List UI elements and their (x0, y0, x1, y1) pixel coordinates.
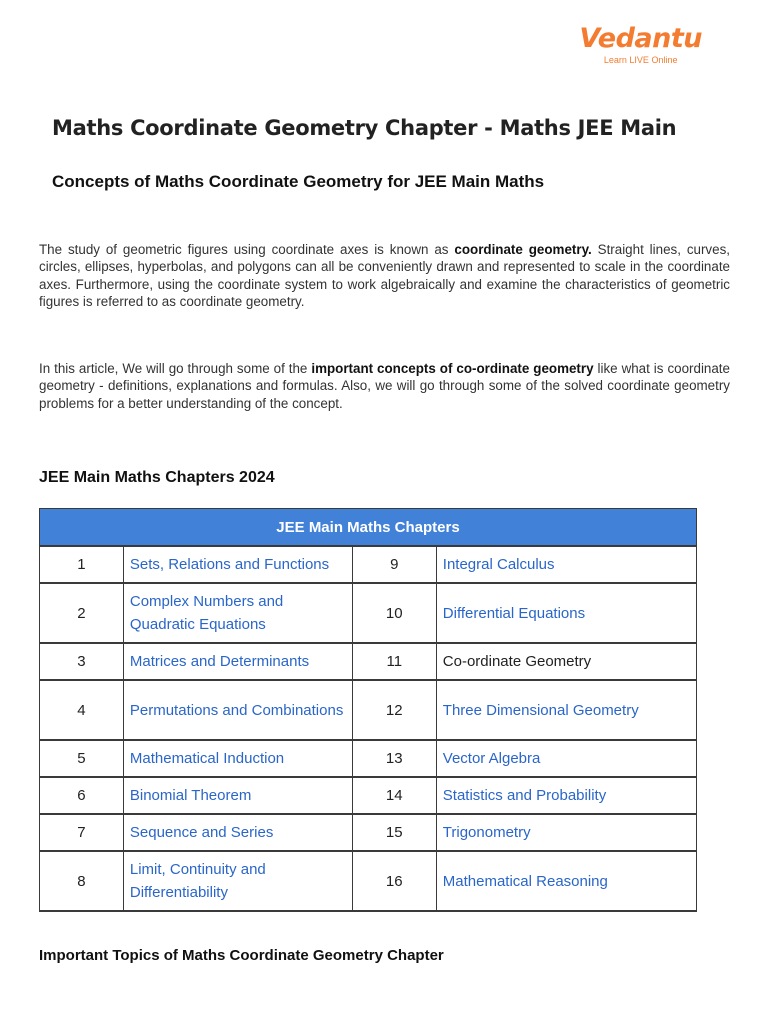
important-topics-heading: Important Topics of Maths Coordinate Geometry Chapter (39, 947, 444, 964)
chapter-link-sets-relations-functions[interactable]: Sets, Relations and Functions (123, 546, 352, 583)
chapter-link-mathematical-reasoning[interactable]: Mathematical Reasoning (436, 851, 696, 911)
table-row (40, 680, 697, 740)
chapter-link-matrices-determinants[interactable]: Matrices and Determinants (123, 643, 352, 680)
table-row (40, 851, 697, 911)
chapter-link-sequence-series[interactable]: Sequence and Series (123, 814, 352, 851)
chapter-link-statistics-probability[interactable]: Statistics and Probability (436, 777, 696, 814)
chapter-number: 15 (352, 814, 436, 851)
page-title: Maths Coordinate Geometry Chapter - Maths JEE Main (52, 116, 677, 140)
chapter-link-integral-calculus[interactable]: Integral Calculus (436, 546, 696, 583)
logo-wordmark: Vedantu (579, 23, 702, 54)
chapter-number: 3 (40, 643, 124, 680)
logo-tagline: Learn LIVE Online (603, 55, 678, 65)
chapter-number: 2 (40, 583, 124, 643)
article-bold-term: important concepts of co-ordinate geometry (311, 361, 594, 376)
chapter-number: 8 (40, 851, 124, 911)
chapters-table (39, 508, 697, 912)
chapter-number: 12 (352, 680, 436, 740)
chapter-number: 5 (40, 740, 124, 777)
chapter-number: 10 (352, 583, 436, 643)
article-text-start: In this article, We will go through some of the (39, 361, 312, 376)
chapter-number: 9 (352, 546, 436, 583)
chapter-number: 11 (352, 643, 436, 680)
intro-text-end: Straight lines, curves, circles, ellipses, hyperbolas, and polygons can all be conveniently drawn and represented to scale in the coordinate axes. Furthermore, using the coordinate system to work algebraically and examine the characteristics of geometric figures is referred to as coordinate geometry. (39, 242, 730, 310)
chapter-number: 1 (40, 546, 124, 583)
chapter-link-three-dimensional-geometry[interactable]: Three Dimensional Geometry (436, 680, 696, 740)
intro-bold-term: coordinate geometry. (454, 242, 592, 257)
table-row (40, 546, 697, 583)
chapter-link-trigonometry[interactable]: Trigonometry (436, 814, 696, 851)
table-row (40, 777, 697, 814)
chapter-number: 16 (352, 851, 436, 911)
article-text-end: like what is coordinate geometry - definitions, explanations and formulas. Also, we will go through some of the solved coordinate geometry problems for a better understanding of the concept. (39, 361, 730, 411)
chapters-heading: JEE Main Maths Chapters 2024 (39, 469, 275, 486)
table-header: JEE Main Maths Chapters (40, 509, 697, 547)
article-paragraph (39, 360, 730, 412)
vedantu-logo (579, 24, 702, 65)
chapter-link-binomial-theorem[interactable]: Binomial Theorem (123, 777, 352, 814)
table-row (40, 643, 697, 680)
table-row (40, 740, 697, 777)
chapter-link-vector-algebra[interactable]: Vector Algebra (436, 740, 696, 777)
chapter-number: 14 (352, 777, 436, 814)
chapter-link-permutations-combinations[interactable]: Permutations and Combinations (123, 680, 352, 740)
chapter-number: 13 (352, 740, 436, 777)
chapter-link-mathematical-induction[interactable]: Mathematical Induction (123, 740, 352, 777)
table-row (40, 583, 697, 643)
chapter-number: 7 (40, 814, 124, 851)
chapter-link-limit-continuity-differentiability[interactable]: Limit, Continuity and Differentiability (123, 851, 352, 911)
chapter-link-complex-numbers[interactable]: Complex Numbers and Quadratic Equations (123, 583, 352, 643)
concepts-subtitle: Concepts of Maths Coordinate Geometry for JEE Main Maths (52, 172, 545, 191)
chapter-number: 4 (40, 680, 124, 740)
chapter-text-coordinate-geometry: Co-ordinate Geometry (436, 643, 696, 680)
intro-text-start: The study of geometric figures using coordinate axes is known as (39, 242, 455, 257)
chapter-link-differential-equations[interactable]: Differential Equations (436, 583, 696, 643)
chapter-number: 6 (40, 777, 124, 814)
intro-paragraph (39, 241, 730, 311)
table-row (40, 814, 697, 851)
